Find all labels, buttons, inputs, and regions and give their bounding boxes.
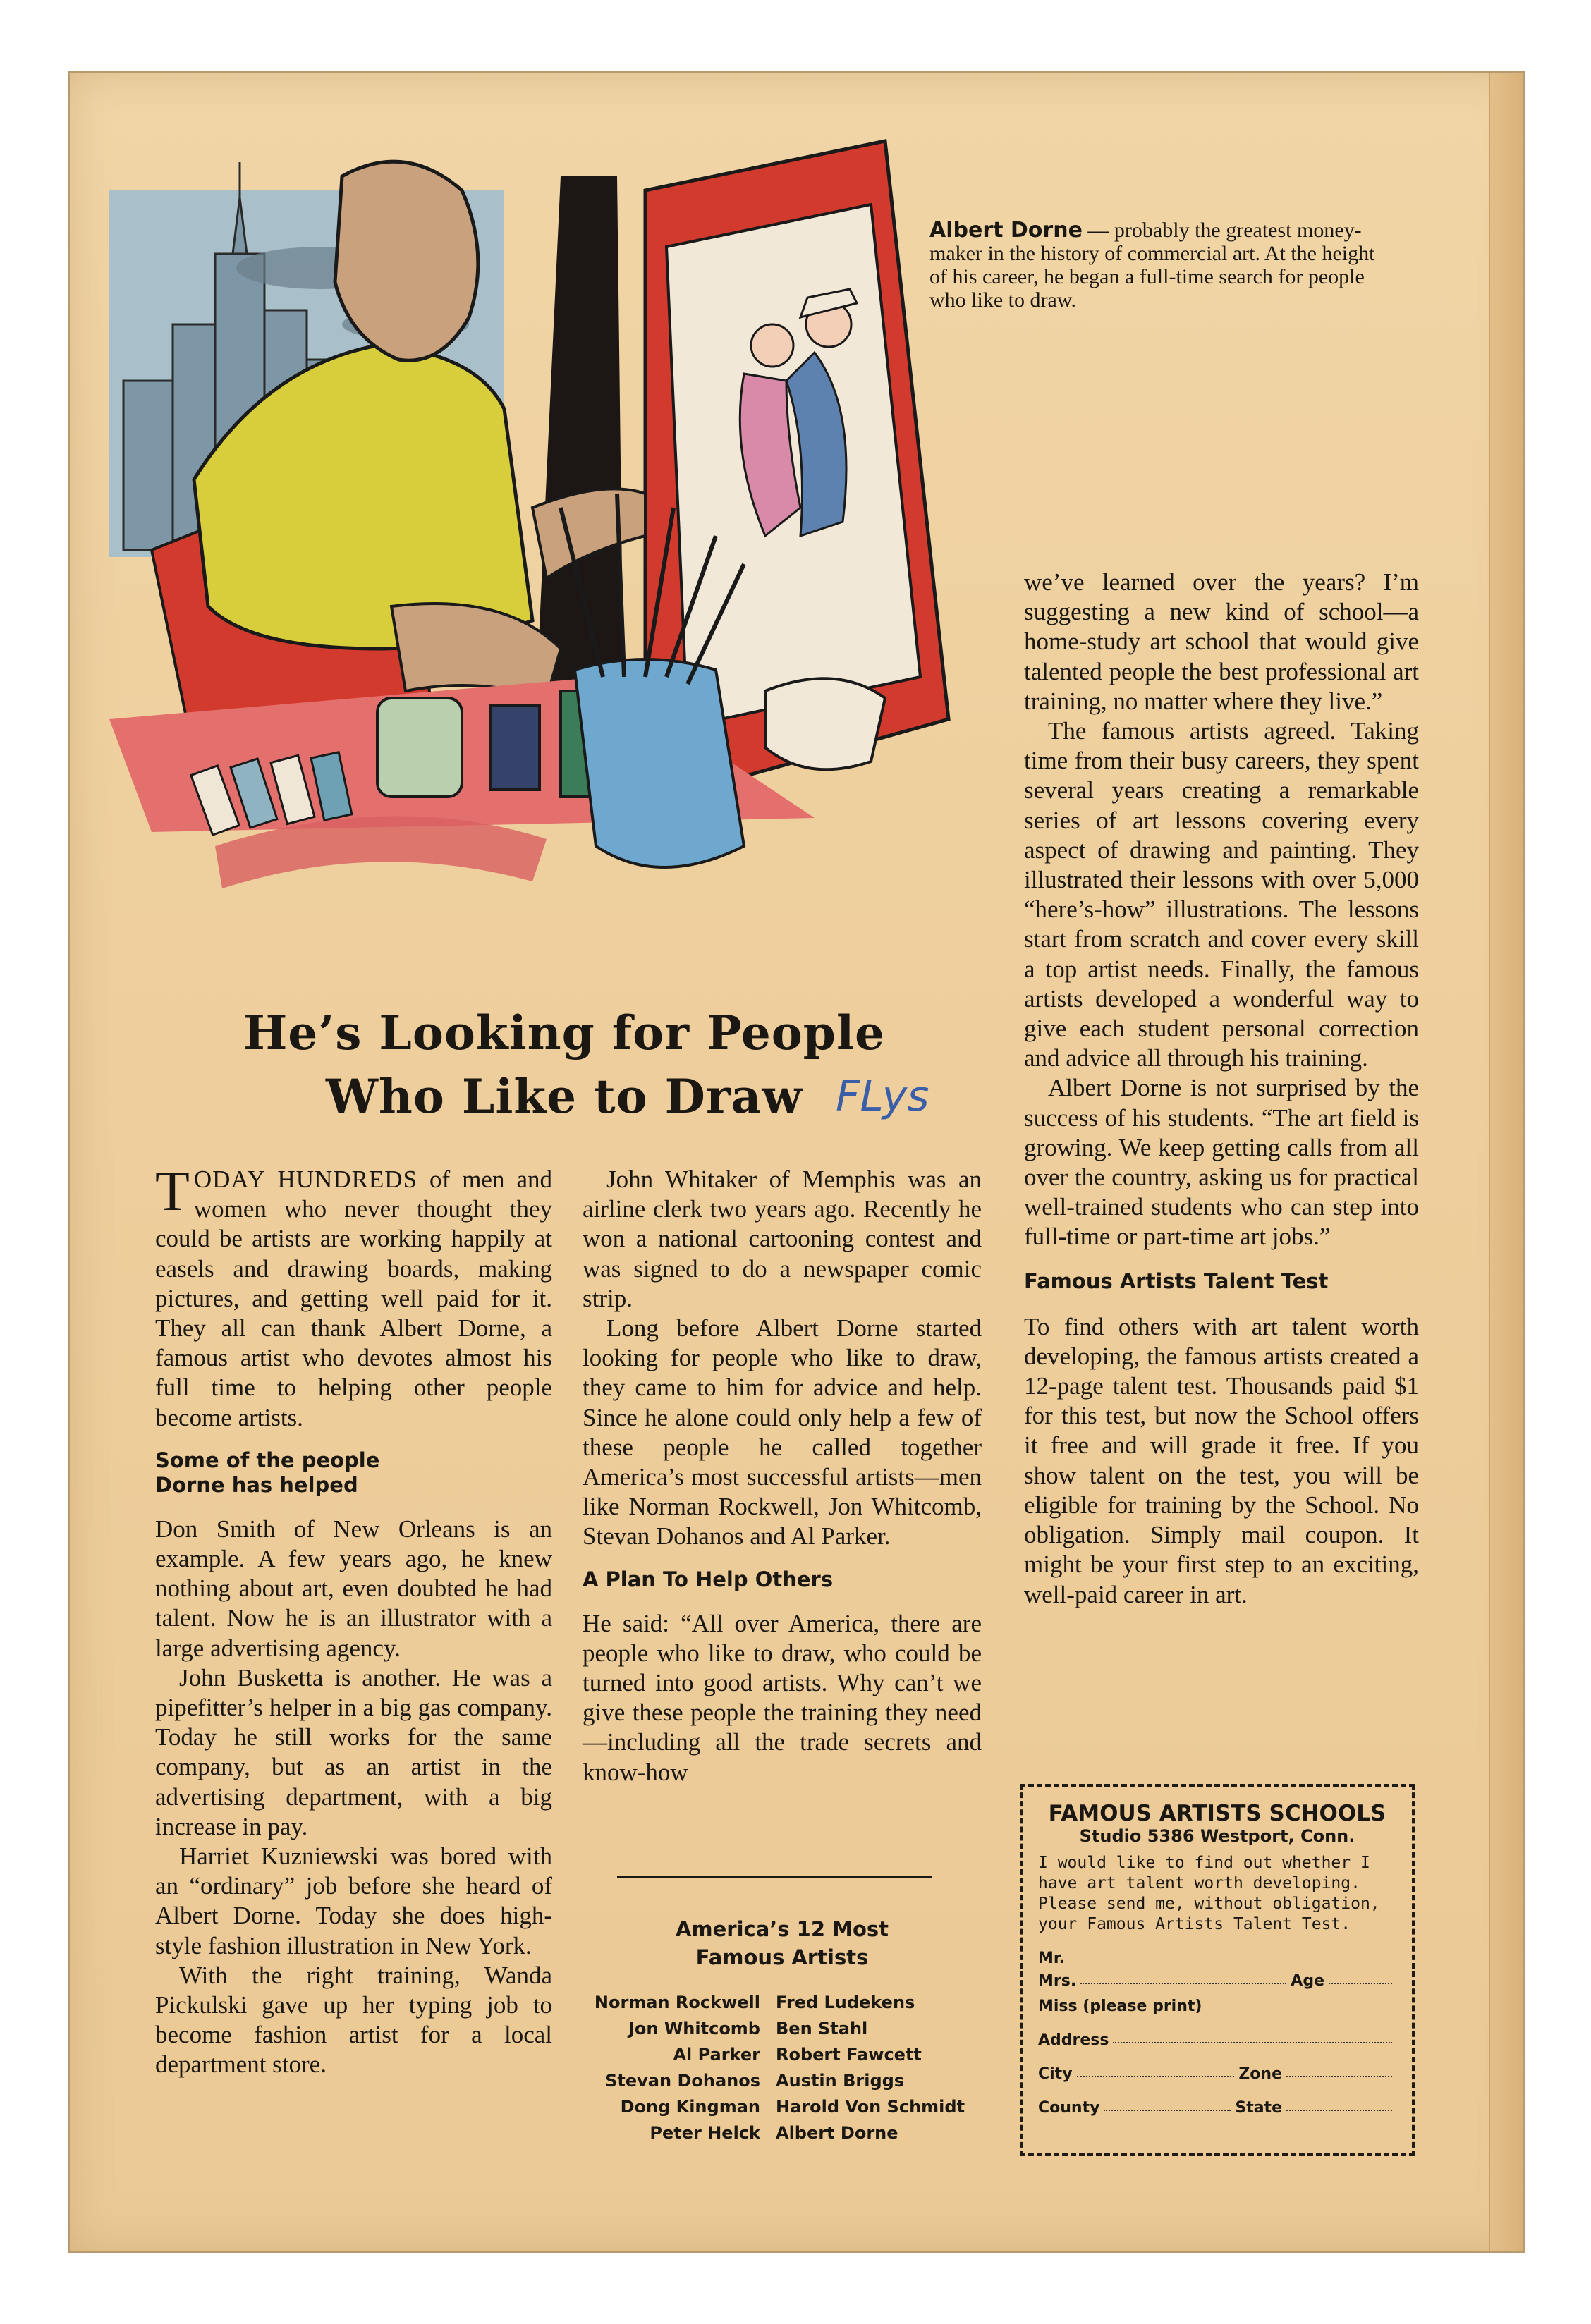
coupon-studio: Studio 5386 Westport, Conn. — [1079, 1826, 1355, 1846]
subhead-plan: A Plan To Help Others — [583, 1567, 834, 1591]
artist-name: Austin Briggs — [776, 2071, 905, 2091]
intro-paragraph — [155, 1161, 552, 1433]
paragraph-john-whitaker: John Whitaker of Memphis was an airline clerk two years ago. Recently he won a national cartooning contest and was signed to do a newspaper comic strip. — [583, 1166, 982, 1312]
paragraph-not-surprised: Albert Dorne is not surprised by the success of his students. “The art field is growing. We keep getting calls from all over the country, asking us for practical well-trained students who can step into full-time or part-time art jobs.” — [1024, 1074, 1419, 1251]
field-address[interactable] — [1038, 2015, 1396, 2049]
label-county: County — [1038, 2099, 1100, 2117]
paragraph-long-before: Long before Albert Dorne started looking for people who like to draw, they came to him for advice and help. Since he alone could only help a few of these people he called together America’s most successful artists—men like Norman Rockwell, Jon Whitcomb, Stevan Dohanos and Al Parker. — [583, 1314, 982, 1551]
artist-name: Stevan Dohanos — [605, 2071, 760, 2091]
artist-name: Jon Whitcomb — [628, 2019, 760, 2038]
label-state: State — [1235, 2099, 1282, 2117]
headline — [212, 1001, 917, 1128]
intro-rest: of men and women who never thought they could be artists are working happily at easels and drawing boards, making pictures, and getting well paid for it. They all can thank Albert Dorne, a famous artist who devotes almost his full time to helping other people become artists. — [155, 1166, 552, 1431]
artist-name: Dong Kingman — [620, 2097, 760, 2117]
artist-name: Albert Dorne — [776, 2123, 898, 2143]
subhead-dorne-helped — [155, 1448, 552, 1498]
label-address: Address — [1038, 2031, 1109, 2049]
artist-name: Ben Stahl — [776, 2019, 868, 2038]
label-age: Age — [1291, 1972, 1324, 1990]
artists-left-list — [571, 1990, 760, 2146]
paragraph-wanda: With the right training, Wanda Pickulski gave up her typing job to become fashion artist for a local department store. — [155, 1961, 552, 2079]
label-zone: Zone — [1238, 2065, 1282, 2083]
headline-line-2: Who Like to Draw — [325, 1069, 803, 1124]
field-county-state[interactable] — [1038, 2083, 1396, 2117]
subhead-line-2: Dorne has helped — [155, 1472, 358, 1497]
field-miss[interactable] — [1038, 1990, 1396, 2015]
field-city-zone[interactable] — [1038, 2049, 1396, 2083]
coupon-title: FAMOUS ARTISTS SCHOOLS — [1048, 1801, 1386, 1826]
paragraph-talent-test: To find others with art talent worth developing, the famous artists created a 12-page talent test. Thousands paid $1 for this test, but now the School offers it free and will grade it free. If you show talent on the test, you will be eligible for training by the School. No obligation. Simply mail coupon. It might be your first step to an exciting, well-paid career in art. — [1024, 1312, 1419, 1608]
paragraph-harriet: Harriet Kuzniewski was bored with an “ordinary” job before she heard of Albert Dorne. Today she does high-style fashion illustration in New York. — [155, 1842, 552, 1959]
paragraph-artists-agreed: The famous artists agreed. Taking time from their busy careers, they spent several years creating a remarkable series of art lessons covering every aspect of drawing and painting. They illustrated their lessons with over 5,000 “here’s-how” illustrations. The lessons start from scratch and cover every skill a top artist needs. Finally, the famous artists developed a wonderful way to give each student personal correction and advice all through his training. — [1024, 717, 1419, 1072]
drop-cap: T — [155, 1161, 190, 1223]
label-mrs: Mrs. — [1038, 1972, 1077, 1990]
intro-smallcaps: ODAY HUNDREDS — [193, 1166, 418, 1193]
handwritten-note: FLys — [836, 1072, 929, 1121]
artists-title — [583, 1915, 982, 1971]
caption-name: Albert Dorne — [929, 218, 1083, 243]
spine-edge — [1489, 73, 1523, 2251]
artist-name: Al Parker — [673, 2045, 760, 2065]
artist-name: Robert Fawcett — [776, 2045, 922, 2065]
coupon-text: I would like to find out whether I have art talent worth developing. Please send me, without obligation, your Famous Artists Talent Test. — [1038, 1854, 1380, 1933]
label-mr: Mr. — [1038, 1950, 1065, 1967]
subhead-talent-test: Famous Artists Talent Test — [1024, 1268, 1329, 1293]
paragraph-he-said: He said: “All over America, there are people who like to draw, who could be turned into good artists. Why can’t we give these people the training they need—including all the trade secrets and know-how — [583, 1609, 982, 1786]
artist-name: Harold Von Schmidt — [776, 2097, 965, 2117]
artist-illustration — [109, 113, 966, 1001]
column-3 — [1024, 568, 1419, 1610]
artists-right-list — [776, 1990, 994, 2146]
artist-head — [335, 161, 478, 360]
paragraph-continued: we’ve learned over the years? I’m suggesting a new kind of school—a home-study art school that would give talented people the best professional art training, no matter where they live.” — [1024, 568, 1419, 715]
label-city: City — [1038, 2065, 1073, 2083]
paragraph-don-smith: Don Smith of New Orleans is an example. A few years ago, he knew nothing about art, even doubted he had talent. Now he is an illustrator with a large advertising agency. — [155, 1515, 552, 1662]
artists-title-1: America’s 12 Most — [675, 1917, 889, 1941]
artist-name: Peter Helck — [650, 2123, 760, 2143]
caption-text: — probably the greatest money-maker in the history of commercial art. At the height of his career, he began a full-time search for people who like to draw. — [929, 219, 1375, 312]
field-mrs[interactable] — [1038, 1967, 1396, 1990]
headline-line-1: He’s Looking for People — [243, 1005, 886, 1060]
column-2 — [583, 1165, 982, 1787]
portrait-caption — [929, 219, 1381, 312]
artist-name: Norman Rockwell — [594, 1993, 760, 2012]
subhead-line-1: Some of the people — [155, 1448, 380, 1472]
artists-title-2: Famous Artists — [695, 1945, 869, 1969]
artist-name: Fred Ludekens — [776, 1993, 915, 2012]
field-mr[interactable] — [1038, 1945, 1396, 1967]
label-miss: Miss (please print) — [1038, 1998, 1202, 2015]
paragraph-john-busketta: John Busketta is another. He was a pipefitter’s helper in a big gas company. Today he still works for the same company, but as an artist in the advertising department, with a big increase in pay. — [155, 1663, 552, 1840]
divider-rule — [617, 1876, 932, 1878]
column-1 — [155, 1161, 552, 2080]
mail-coupon[interactable] — [1020, 1784, 1415, 2156]
